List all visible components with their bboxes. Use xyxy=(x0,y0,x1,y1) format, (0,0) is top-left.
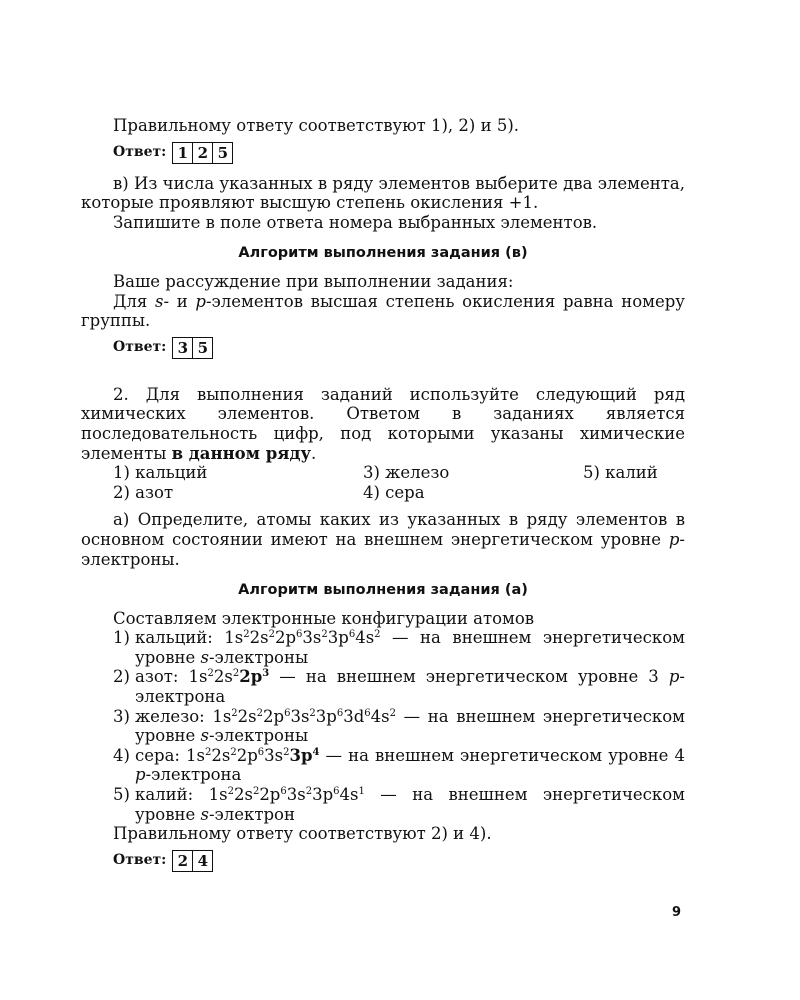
reasoning-intro: Ваше рассуждение при выполнении задания: xyxy=(113,271,514,291)
answer-label: Ответ: xyxy=(113,143,167,160)
answer-row-1 xyxy=(113,140,685,166)
answer-cells xyxy=(172,850,213,872)
page-content xyxy=(81,116,685,874)
config-calcium: 1) кальций: $1s^22s^22p^63s^23p^64s^2$ — на внешнем энергетическом уровне s-электроны xyxy=(113,628,685,667)
conclusion: Правильному ответу соответствуют 2) и 4). xyxy=(113,824,492,844)
answer-label: Ответ: xyxy=(113,338,167,355)
task-2-intro: 2. Для выполнения заданий используйте следующий ряд химических элементов. Ответом в заданиях является последовательность цифр, под которыми указаны химические элементы в данном ряду. xyxy=(81,384,685,463)
answer-row-3 xyxy=(113,848,685,874)
answer-statement: Правильному ответу соответствуют 1), 2) и 5). xyxy=(113,116,520,135)
config-potassium: 5) калий: $1s^22s^22p^63s^23p^64s^1$ — на внешнем энергетическом уровне s-электрон xyxy=(113,785,685,824)
task-v-prompt: в) Из числа указанных в ряду элементов выберите два элемента, которые проявляют высшую степень окисления +1. xyxy=(81,173,685,213)
config-nitrogen: 2) азот: $1s^22s^22p^3$ — на внешнем энергетическом уровне 3 p-электрона xyxy=(113,667,685,707)
algorithm-heading-v: Алгоритм выполнения задания (в) xyxy=(238,245,528,262)
configs-intro: Составляем электронные конфигурации атомов xyxy=(113,608,535,628)
page-number: 9 xyxy=(672,905,682,920)
answer-cell: 5 xyxy=(212,143,232,163)
element-item: 3) железо xyxy=(363,463,450,483)
element-item xyxy=(583,483,723,503)
reasoning-text: Для s- и p-элементов высшая степень окисления равна номеру группы. xyxy=(81,291,685,331)
config-iron: 3) железо: $1s^22s^22p^63s^23p^63d^64s^2$ — на внешнем энергетическом уровне s-электроны xyxy=(113,706,685,746)
element-item: 5) калий xyxy=(583,463,658,483)
task-a-prompt: а) Определите, атомы каких из указанных в ряду элементов в основном состоянии имеют на внешнем энергетическом уровне p-электроны. xyxy=(81,510,685,569)
config-sulfur: 4) сера: $1s^22s^22p^63s^23p^4$ — на внешнем энергетическом уровне 4 p-электрона xyxy=(113,745,686,785)
element-item: 1) кальций xyxy=(113,463,208,483)
answer-row-2 xyxy=(113,335,685,361)
answer-cell: 3 xyxy=(177,338,189,357)
algorithm-heading-a: Алгоритм выполнения задания (а) xyxy=(238,582,528,599)
answer-cell: 2 xyxy=(192,143,212,163)
task-v-instruction: Запишите в поле ответа номера выбранных элементов. xyxy=(113,212,598,232)
element-item: 2) азот xyxy=(113,482,174,502)
answer-cell: 2 xyxy=(177,851,189,870)
answer-cells xyxy=(172,142,233,164)
element-list xyxy=(81,463,685,502)
answer-cell: 5 xyxy=(192,338,212,358)
answer-cell: 4 xyxy=(192,851,212,871)
config-list xyxy=(81,628,685,824)
answer-cell: 1 xyxy=(177,143,189,162)
element-item: 4) сера xyxy=(363,482,425,502)
answer-cells xyxy=(172,337,213,359)
answer-label: Ответ: xyxy=(113,852,167,869)
